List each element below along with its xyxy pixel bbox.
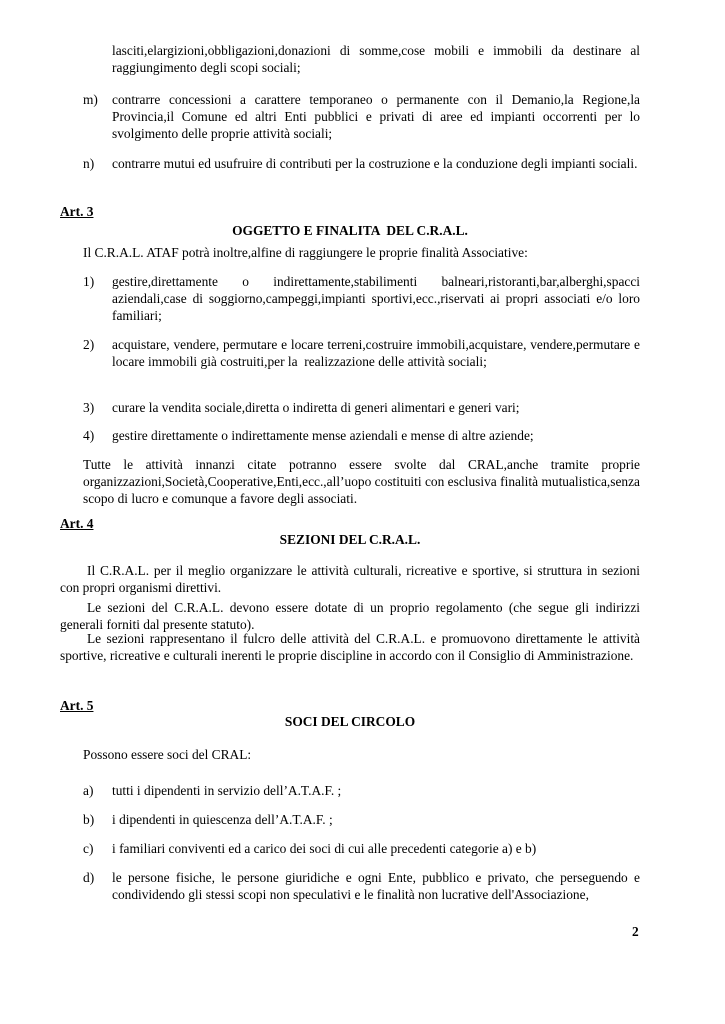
- article-title: SOCI DEL CIRCOLO: [284, 714, 416, 729]
- article-heading: Art. 4: [60, 516, 94, 531]
- list-item-text: curare la vendita sociale,diretta o indiretta di generi alimentari e generi vari;: [112, 400, 520, 415]
- list-item-text: le persone fisiche, le persone giuridiche e ogni Ente, pubblico e privato, che perseguendo e condividendo gli stessi scopi non speculativi e le finalità non lucrative dell'Associazione,: [112, 870, 640, 902]
- article-heading: Art. 3: [60, 204, 94, 219]
- list-item-text: acquistare, vendere, permutare e locare terreni,costruire immobili,acquistare, vendere,permutare e locare immobili già costruiti,per la realizzazione delle attività sociali;: [112, 337, 644, 369]
- list-item-label: m): [83, 92, 98, 107]
- article-closing: Tutte le attività innanzi citate potranno essere svolte dal CRAL,anche tramite proprie organizzazioni,Società,Cooperative,Enti,ecc.,all’uopo costituiti con esclusiva finalità mutualistica,senza scopo di lucro e comunque a favore degli associati.: [83, 457, 640, 506]
- list-item-label: 2): [83, 337, 95, 352]
- article-paragraph: Il C.R.A.L. per il meglio organizzare le attività culturali, ricreative e sportive, si struttura in sezioni con propri organismi direttivi.: [60, 563, 640, 595]
- article-paragraph: Le sezioni del C.R.A.L. devono essere dotate di un proprio regolamento (che segue gli indirizzi generali forniti dal presente statuto).: [60, 600, 640, 632]
- list-item-label: b): [83, 812, 95, 827]
- article-title: OGGETTO E FINALITA DEL C.R.A.L.: [232, 223, 468, 238]
- article-paragraph: Le sezioni rappresentano il fulcro delle attività del C.R.A.L. e promuovono direttamente le attività sportive, ricreative e culturali inerenti le proprie discipline in accordo con il Consiglio di Amministrazione.: [60, 631, 640, 663]
- list-item-text: i dipendenti in quiescenza dell’A.T.A.F. ;: [112, 812, 333, 827]
- list-item-label: 1): [83, 274, 95, 289]
- list-item-text: i familiari conviventi ed a carico dei soci di cui alle precedenti categorie a) e b): [112, 841, 537, 856]
- article-title: SEZIONI DEL C.R.A.L.: [279, 532, 421, 547]
- list-item-text: gestire direttamente o indirettamente mense aziendali e mense di altre aziende;: [112, 428, 534, 443]
- intro-continuation: lasciti,elargizioni,obbligazioni,donazioni di somme,cose mobili e immobili da destinare al raggiungimento degli scopi sociali;: [112, 43, 640, 75]
- list-item-label: 4): [83, 428, 95, 443]
- article-intro: Il C.R.A.L. ATAF potrà inoltre,alfine di raggiungere le proprie finalità Associative:: [83, 245, 528, 260]
- list-item-text: contrarre mutui ed usufruire di contributi per la costruzione e la conduzione degli impianti sociali.: [112, 156, 638, 171]
- list-item-text: gestire,direttamente o indirettamente,stabilimenti balneari,ristoranti,bar,alberghi,spacci aziendali,case di soggiorno,campeggi,impianti sportivi,ecc.,riservati ai propri associati e/o loro familiari;: [112, 274, 640, 323]
- page-number: 2: [632, 924, 639, 939]
- list-item-label: n): [83, 156, 95, 171]
- list-item-text: tutti i dipendenti in servizio dell’A.T.A.F. ;: [112, 783, 342, 798]
- list-item-label: d): [83, 870, 95, 885]
- list-item-text: contrarre concessioni a carattere temporaneo o permanente con il Demanio,la Regione,la Provincia,il Comune ed altri Enti pubblici e privati di aree ed impianti occorrenti per lo svolgimento delle proprie attività sociali;: [112, 92, 640, 141]
- list-item-label: a): [83, 783, 94, 798]
- list-item-label: c): [83, 841, 94, 856]
- article-intro: Possono essere soci del CRAL:: [83, 747, 252, 762]
- list-item-label: 3): [83, 400, 95, 415]
- article-heading: Art. 5: [60, 698, 94, 713]
